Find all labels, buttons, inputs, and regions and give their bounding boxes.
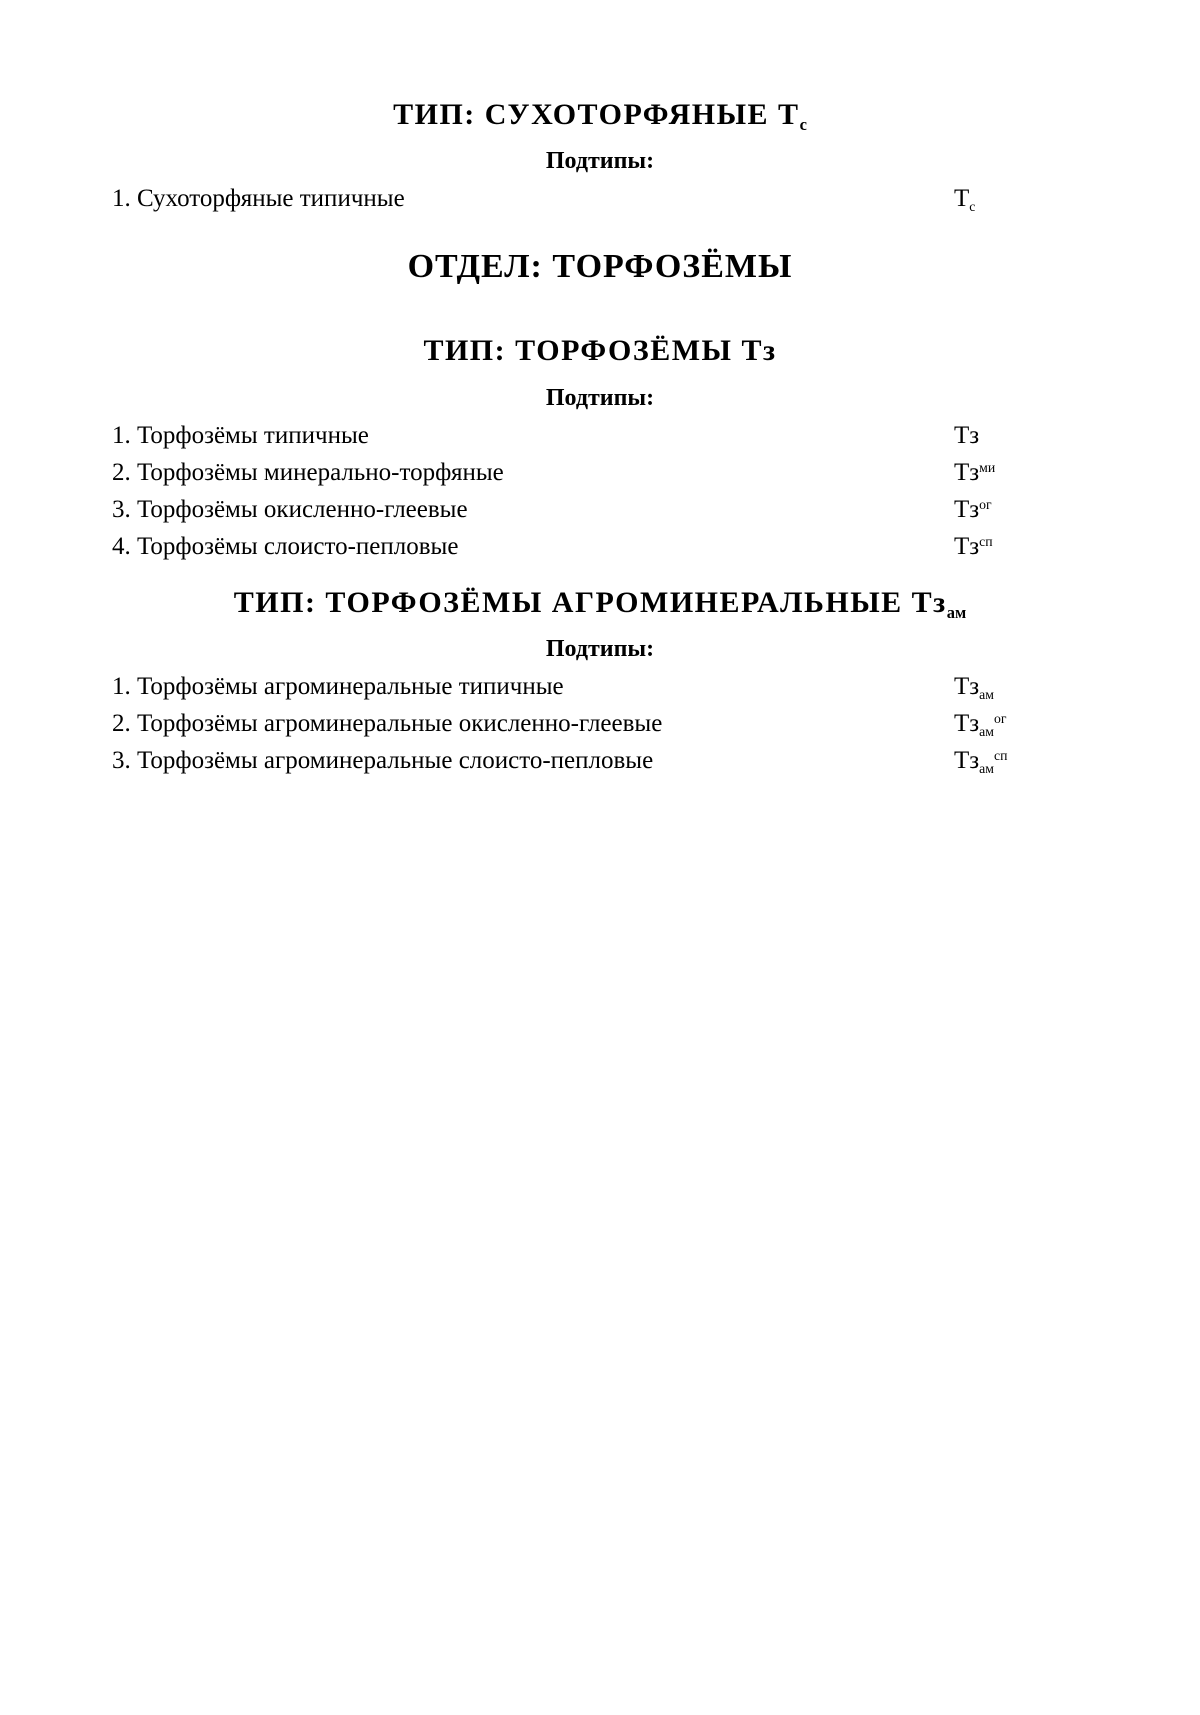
list-item xyxy=(112,496,1072,530)
peat-earth-type-heading: ТИП: ТОРФОЗЁМЫ Тз xyxy=(423,334,777,367)
subtype-code-subscript: ам xyxy=(979,723,994,739)
peat-earth-subtypes-label: Подтипы: xyxy=(545,385,655,411)
subtype-code-superscript: ми xyxy=(979,459,996,475)
subtype-code-base: Тз xyxy=(954,459,980,486)
subtype-code-superscript: сп xyxy=(993,747,1008,763)
subtype-code-base: Тз xyxy=(954,710,980,737)
subtype-code xyxy=(954,496,992,524)
dry-peat-type-heading xyxy=(0,98,1200,132)
subtype-code-base: Тз xyxy=(954,673,980,700)
subtype-code xyxy=(954,422,979,450)
list-item xyxy=(112,185,1072,219)
subtype-code-superscript: сп xyxy=(979,533,993,549)
subtype-code-subscript: ам xyxy=(979,686,994,702)
subtype-name: 2. Торфозёмы агроминеральные окисленно-глеевые xyxy=(112,710,663,737)
subtype-code-base: Тз xyxy=(954,747,980,774)
dry-peat-subtypes-label: Подтипы: xyxy=(545,148,655,174)
subtype-code-superscript: ог xyxy=(993,710,1007,726)
agromineral-subtypes-label: Подтипы: xyxy=(545,636,655,662)
subtype-code-subscript: ам xyxy=(979,760,994,776)
subtype-code xyxy=(954,533,993,561)
subtype-code xyxy=(954,747,1007,775)
agromineral-type-heading-text: ТИП: ТОРФОЗЁМЫ АГРОМИНЕРАЛЬНЫЕ Тз xyxy=(233,586,947,619)
subtype-name: 1. Торфозёмы типичные xyxy=(112,422,369,449)
subtype-code xyxy=(954,185,975,213)
subtype-name: 3. Торфозёмы окисленно-глеевые xyxy=(112,496,468,523)
subtype-code-base: Т xyxy=(954,185,970,212)
dry-peat-type-heading-subscript: с xyxy=(799,114,807,134)
subtype-code xyxy=(954,710,1006,738)
subtype-name: 2. Торфозёмы минерально-торфяные xyxy=(112,459,504,486)
subtype-code-superscript: ог xyxy=(979,496,992,512)
division-heading: ОТДЕЛ: ТОРФОЗЁМЫ xyxy=(407,248,793,285)
subtype-code-base: Тз xyxy=(954,422,980,449)
list-item xyxy=(112,747,1072,781)
subtype-name: 4. Торфозёмы слоисто-пепловые xyxy=(112,533,459,560)
list-item xyxy=(112,710,1072,744)
subtype-code-subscript: с xyxy=(969,198,976,214)
list-item xyxy=(112,533,1072,567)
list-item xyxy=(112,422,1072,456)
list-item xyxy=(112,673,1072,707)
agromineral-type-heading-subscript: ам xyxy=(946,602,967,622)
agromineral-type-heading xyxy=(0,586,1200,620)
subtype-name: 1. Сухоторфяные типичные xyxy=(112,185,405,212)
subtype-code xyxy=(954,673,994,701)
subtype-name: 1. Торфозёмы агроминеральные типичные xyxy=(112,673,564,700)
subtype-code-base: Тз xyxy=(954,496,980,523)
dry-peat-type-heading-text: ТИП: СУХОТОРФЯНЫЕ Т xyxy=(393,98,800,131)
list-item xyxy=(112,459,1072,493)
subtype-name: 3. Торфозёмы агроминеральные слоисто-пепловые xyxy=(112,747,654,774)
subtype-code xyxy=(954,459,995,487)
subtype-code-base: Тз xyxy=(954,533,980,560)
